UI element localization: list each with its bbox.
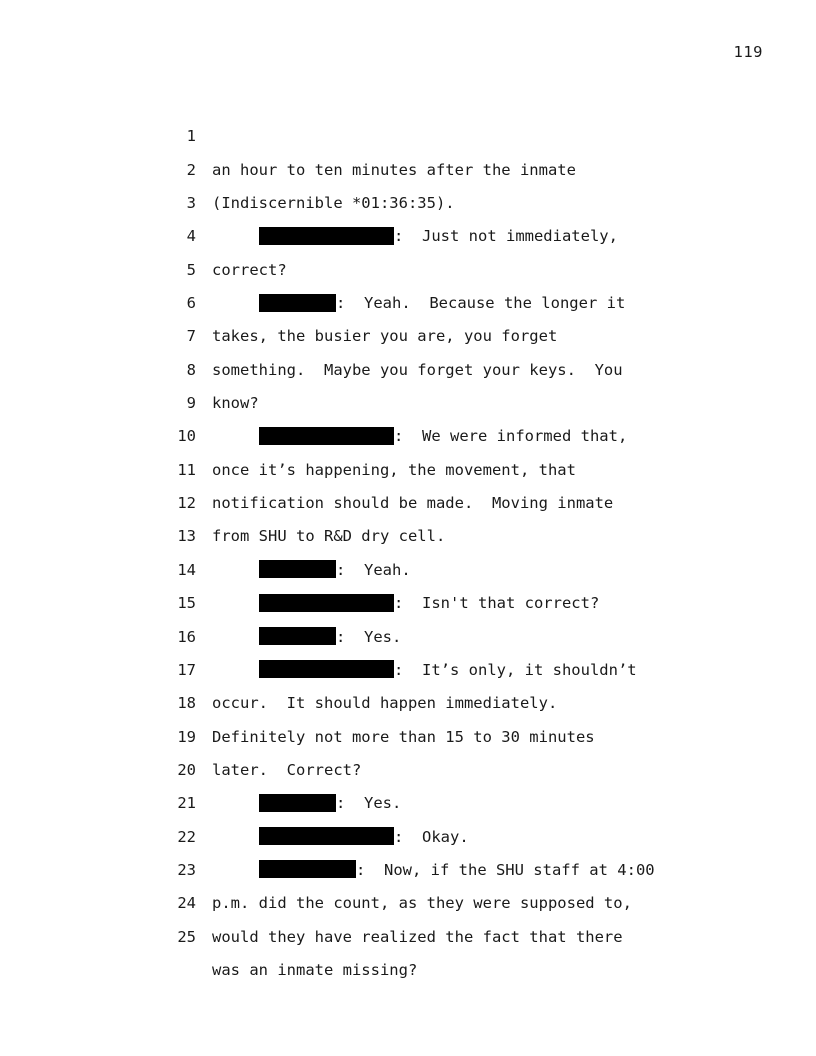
line-number: 8 (186, 360, 196, 379)
line-number: 25 (177, 927, 196, 946)
line-number: 19 (177, 727, 196, 746)
line-text: : We were informed that, (394, 427, 628, 446)
line-number: 16 (177, 627, 196, 646)
line-text: know? (212, 394, 259, 413)
line-text: correct? (212, 260, 287, 279)
line-text: Definitely not more than 15 to 30 minutes (212, 727, 595, 746)
line-text: an hour to ten minutes after the inmate (212, 160, 576, 179)
line-text: would they have realized the fact that there (212, 927, 623, 946)
line-number: 17 (177, 660, 196, 679)
transcript-line (0, 87, 816, 179)
line-text: was an inmate missing? (212, 960, 418, 979)
line-text: from SHU to R&D dry cell. (212, 527, 446, 546)
transcript-body (0, 87, 816, 979)
line-number: 13 (177, 527, 196, 546)
line-text: : Okay. (394, 827, 469, 846)
page-number: 119 (733, 43, 763, 61)
line-text: something. Maybe you forget your keys. You (212, 360, 623, 379)
line-number: 7 (186, 327, 196, 346)
line-text: notification should be made. Moving inmate (212, 494, 614, 513)
line-number: 15 (177, 594, 196, 613)
line-text: p.m. did the count, as they were supposed to, (212, 894, 632, 913)
line-text: takes, the busier you are, you forget (212, 327, 558, 346)
line-text: : Yes. (336, 794, 402, 813)
line-text: : Yes. (336, 627, 402, 646)
line-text: : Isn't that correct? (394, 594, 600, 613)
line-number: 2 (186, 160, 196, 179)
line-text: : Just not immediately, (394, 227, 618, 246)
line-text: (Indiscernible *01:36:35). (212, 194, 455, 213)
line-text: : Yeah. Because the longer it (336, 294, 626, 313)
line-number: 9 (186, 394, 196, 413)
line-number: 23 (177, 860, 196, 879)
line-number: 5 (186, 260, 196, 279)
line-text: : It’s only, it shouldn’t (394, 660, 637, 679)
line-number: 22 (177, 827, 196, 846)
line-number: 4 (186, 227, 196, 246)
line-text: later. Correct? (212, 760, 362, 779)
line-number: 21 (177, 794, 196, 813)
line-number: 11 (177, 460, 196, 479)
line-number: 6 (186, 294, 196, 313)
line-number: 1 (186, 127, 196, 146)
line-number: 14 (177, 560, 196, 579)
line-number: 20 (177, 760, 196, 779)
line-text: : Now, if the SHU staff at 4:00 (356, 860, 655, 879)
line-number: 10 (177, 427, 196, 446)
line-text: occur. It should happen immediately. (212, 694, 558, 713)
line-number: 12 (177, 494, 196, 513)
line-number: 18 (177, 694, 196, 713)
line-number: 24 (177, 894, 196, 913)
line-text: once it’s happening, the movement, that (212, 460, 576, 479)
line-number: 3 (186, 194, 196, 213)
line-text: : Yeah. (336, 560, 411, 579)
